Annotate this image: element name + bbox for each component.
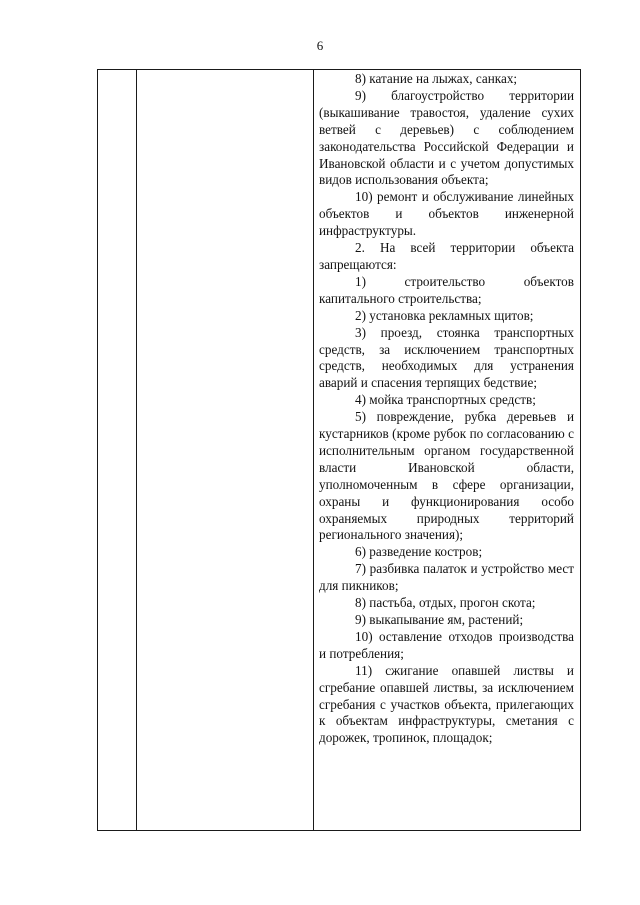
regime-cell <box>314 70 581 831</box>
regime-paragraph: 4) мойка транспортных средств; <box>355 392 536 408</box>
regime-paragraph: 7) разбивка палаток и устройство мест для пикников; <box>319 561 574 594</box>
regime-paragraph: 10) оставление отходов производства и потребления; <box>319 628 574 661</box>
regime-paragraph: 9) благоустройство территории (выкашивание травостоя, удаление сухих ветвей с деревьев) с соблюдением законодательства Российской Федерации и Ивановской области и с учетом допустимых видов использования объекта; <box>319 87 574 188</box>
regime-paragraph: 6) разведение костров; <box>355 544 483 560</box>
regime-paragraph: 5) повреждение, рубка деревьев и кустарников (кроме рубок по согласованию с исполнительным органом государственной власти Ивановской области, уполномоченным в сфере организации, охраны и функционирования особо охраняемых природных территорий регионального значения); <box>319 409 574 543</box>
regime-paragraph: 11) сжигание опавшей листвы и сгребание опавшей листвы, за исключением сгребания с участков объекта, прилегающих к объектам инфраструктуры, сметания с дорожек, тропинок, площадок; <box>319 662 574 746</box>
regime-paragraph: 10) ремонт и обслуживание линейных объектов и объектов инженерной инфраструктуры. <box>319 189 574 239</box>
regime-paragraph: 3) проезд, стоянка транспортных средств, за исключением транспортных средств, необходимых для устранения аварий и спасения терпящих бедствие; <box>319 324 574 391</box>
name-cell <box>137 70 314 831</box>
regime-paragraph: 1) строительство объектов капитального строительства; <box>319 273 574 306</box>
table-row <box>98 70 581 831</box>
regime-paragraph: 8) катание на лыжах, санках; <box>355 71 518 86</box>
page-number: 6 <box>316 38 324 53</box>
regime-paragraph: 2. На всей территории объекта запрещаются: <box>319 240 574 272</box>
regime-paragraph: 2) установка рекламных щитов; <box>355 307 534 323</box>
regime-paragraph: 9) выкапывание ям, растений; <box>355 612 524 627</box>
number-cell <box>98 70 137 831</box>
regime-table <box>97 69 581 831</box>
regime-paragraph: 8) пастьба, отдых, прогон скота; <box>355 595 536 611</box>
